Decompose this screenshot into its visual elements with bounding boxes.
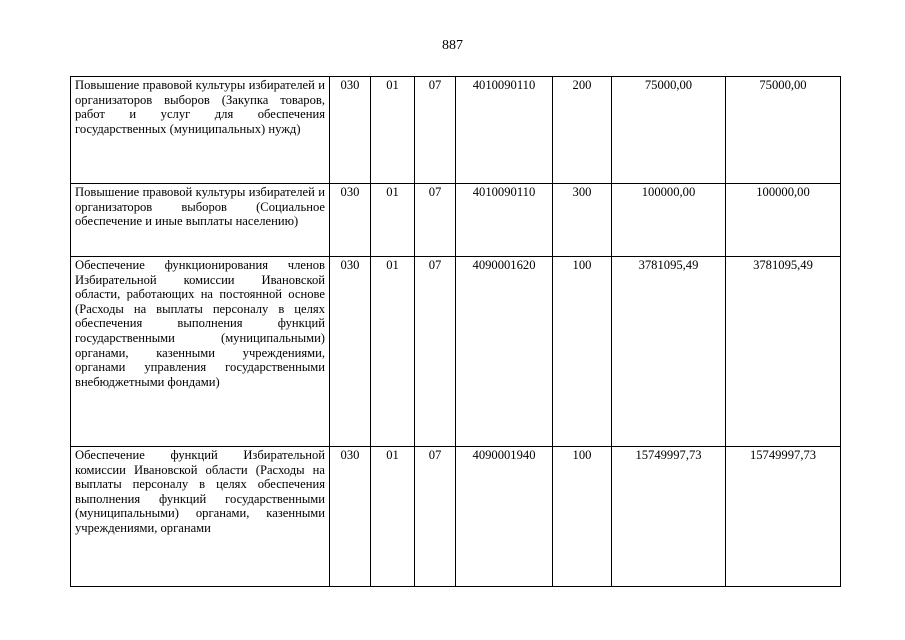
grbs-code: 030 xyxy=(330,184,371,257)
grbs-code: 030 xyxy=(330,257,371,447)
expense-type-code: 300 xyxy=(553,184,612,257)
section-code: 01 xyxy=(371,257,415,447)
expense-type-code: 100 xyxy=(553,257,612,447)
amount-year-1: 100000,00 xyxy=(612,184,726,257)
target-article-code: 4090001620 xyxy=(456,257,553,447)
section-code: 01 xyxy=(371,447,415,587)
page-number: 887 xyxy=(442,38,463,53)
target-article-code: 4010090110 xyxy=(456,77,553,184)
expense-type-code: 100 xyxy=(553,447,612,587)
subsection-code: 07 xyxy=(415,257,456,447)
table-row xyxy=(71,447,841,587)
expense-type-code: 200 xyxy=(553,77,612,184)
table-row xyxy=(71,184,841,257)
subsection-code: 07 xyxy=(415,77,456,184)
target-article-code: 4010090110 xyxy=(456,184,553,257)
target-article-code: 4090001940 xyxy=(456,447,553,587)
section-code: 01 xyxy=(371,184,415,257)
grbs-code: 030 xyxy=(330,447,371,587)
table-row xyxy=(71,77,841,184)
amount-year-1: 3781095,49 xyxy=(612,257,726,447)
amount-year-2: 15749997,73 xyxy=(726,447,841,587)
budget-table xyxy=(70,76,841,587)
section-code: 01 xyxy=(371,77,415,184)
row-description: Повышение правовой культуры избирателей и организаторов выборов (Социальное обеспечение и иные выплаты населению) xyxy=(71,184,330,257)
amount-year-2: 75000,00 xyxy=(726,77,841,184)
amount-year-1: 75000,00 xyxy=(612,77,726,184)
subsection-code: 07 xyxy=(415,447,456,587)
table-row xyxy=(71,257,841,447)
grbs-code: 030 xyxy=(330,77,371,184)
amount-year-2: 100000,00 xyxy=(726,184,841,257)
amount-year-1: 15749997,73 xyxy=(612,447,726,587)
row-description: Обеспечение функций Избирательной комиссии Ивановской области (Расходы на выплаты персоналу в целях обеспечения выполнения функций государственными (муниципальными) органами, казенными учреждениями, органами xyxy=(71,447,330,587)
row-description: Повышение правовой культуры избирателей и организаторов выборов (Закупка товаров, работ и услуг для обеспечения государственных (муниципальных) нужд) xyxy=(71,77,330,184)
amount-year-2: 3781095,49 xyxy=(726,257,841,447)
subsection-code: 07 xyxy=(415,184,456,257)
row-description: Обеспечение функционирования членов Избирательной комиссии Ивановской области, работающих на постоянной основе (Расходы на выплаты персоналу в целях обеспечения выполнения функций государственными (муниципальными) органами, казенными учреждениями, органами управления государственными внебюджетными фондами) xyxy=(71,257,330,447)
